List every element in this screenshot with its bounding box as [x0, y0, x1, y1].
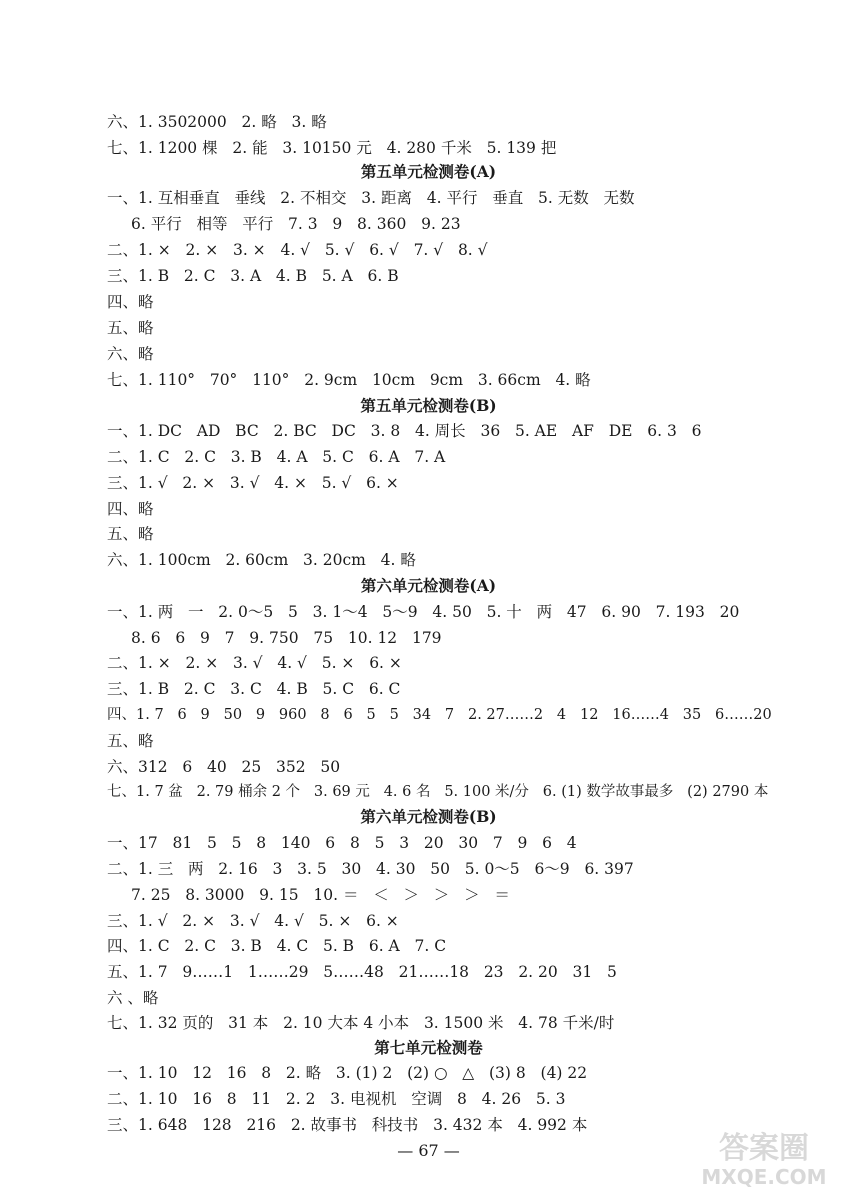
- answer-line: 四、1. 7 6 9 50 9 960 8 6 5 5 34 7 2. 27……2 4 12 16……4 35 6……20: [107, 707, 772, 723]
- answer-line: 六、略: [107, 345, 154, 363]
- answer-line: 五、略: [107, 525, 154, 543]
- answer-line: 三、1. B 2. C 3. A 4. B 5. A 6. B: [107, 267, 399, 285]
- answer-line: 7. 25 8. 3000 9. 15 10. ＝ ＜ ＞ ＞ ＞ ＝: [131, 886, 510, 904]
- answer-line: 六、312 6 40 25 352 50: [107, 758, 341, 776]
- answer-line: 三、1. B 2. C 3. C 4. B 5. C 6. C: [107, 680, 401, 698]
- answer-line: 一、1. 互相垂直 垂线 2. 不相交 3. 距离 4. 平行 垂直 5. 无数 无数: [107, 189, 635, 207]
- answer-line: 七、1. 7 盆 2. 79 桶余 2 个 3. 69 元 4. 6 名 5. 100 米/分 6. (1) 数学故事最多 (2) 2790 本: [107, 784, 769, 800]
- page-number: — 67 —: [397, 1141, 460, 1160]
- answer-line: 七、1. 32 页的 31 本 2. 10 大本 4 小本 3. 1500 米 4. 78 千米/时: [107, 1014, 615, 1032]
- answer-line: 五、略: [107, 732, 154, 750]
- answer-line: 六、1. 3502000 2. 略 3. 略: [107, 113, 327, 131]
- answer-line: 一、1. DC AD BC 2. BC DC 3. 8 4. 周长 36 5. AE AF DE 6. 3 6: [107, 422, 702, 440]
- answer-line: 六、1. 100cm 2. 60cm 3. 20cm 4. 略: [107, 551, 416, 569]
- answer-line: 三、1. √ 2. × 3. √ 4. × 5. √ 6. ×: [107, 474, 399, 492]
- answer-line: 6. 平行 相等 平行 7. 3 9 8. 360 9. 23: [131, 215, 461, 233]
- answer-line: 二、1. × 2. × 3. √ 4. √ 5. × 6. ×: [107, 654, 402, 672]
- answer-line: 二、1. C 2. C 3. B 4. A 5. C 6. A 7. A: [107, 448, 446, 466]
- answer-line: 一、17 81 5 5 8 140 6 8 5 3 20 30 7 9 6 4: [107, 834, 577, 852]
- answer-line: 8. 6 6 9 7 9. 750 75 10. 12 179: [131, 629, 442, 647]
- answer-line: 三、1. 648 128 216 2. 故事书 科技书 3. 432 本 4. 992 本: [107, 1116, 588, 1134]
- section-heading: 第五单元检测卷(A): [360, 162, 497, 181]
- watermark-logo: [689, 1122, 839, 1190]
- answer-line: 五、1. 7 9……1 1……29 5……48 21……18 23 2. 20 31 5: [107, 963, 617, 981]
- answer-line: 三、1. √ 2. × 3. √ 4. √ 5. × 6. ×: [107, 912, 399, 930]
- section-heading: 第六单元检测卷(B): [360, 807, 497, 826]
- section-heading: 第六单元检测卷(A): [360, 576, 497, 595]
- answer-line: 一、1. 两 一 2. 0～5 5 3. 1～4 5～9 4. 50 5. 十 两 47 6. 90 7. 193 20: [107, 603, 740, 621]
- answer-line: 四、1. C 2. C 3. B 4. C 5. B 6. A 7. C: [107, 937, 447, 955]
- svg-text:MXQE.COM: MXQE.COM: [701, 1165, 827, 1189]
- answer-line: 四、略: [107, 293, 154, 311]
- answer-line: 二、1. 10 16 8 11 2. 2 3. 电视机 空调 8 4. 26 5. 3: [107, 1090, 566, 1108]
- answer-line: 四、略: [107, 500, 154, 518]
- answer-line: 六 、略: [107, 989, 159, 1007]
- answer-line: 一、1. 10 12 16 8 2. 略 3. (1) 2 (2) ○ △ (3) 8 (4) 22: [107, 1064, 588, 1082]
- answer-line: 七、1. 1200 棵 2. 能 3. 10150 元 4. 280 千米 5. 139 把: [107, 139, 557, 157]
- answer-line: 二、1. × 2. × 3. × 4. √ 5. √ 6. √ 7. √ 8. √: [107, 241, 488, 259]
- answer-line: 五、略: [107, 319, 154, 337]
- section-heading: 第七单元检测卷: [374, 1038, 483, 1057]
- svg-text:答案圈: 答案圈: [719, 1131, 809, 1166]
- answer-line: 二、1. 三 两 2. 16 3 3. 5 30 4. 30 50 5. 0～5 6～9 6. 397: [107, 860, 634, 878]
- answer-line: 七、1. 110° 70° 110° 2. 9cm 10cm 9cm 3. 66cm 4. 略: [107, 371, 591, 389]
- section-heading: 第五单元检测卷(B): [360, 396, 497, 415]
